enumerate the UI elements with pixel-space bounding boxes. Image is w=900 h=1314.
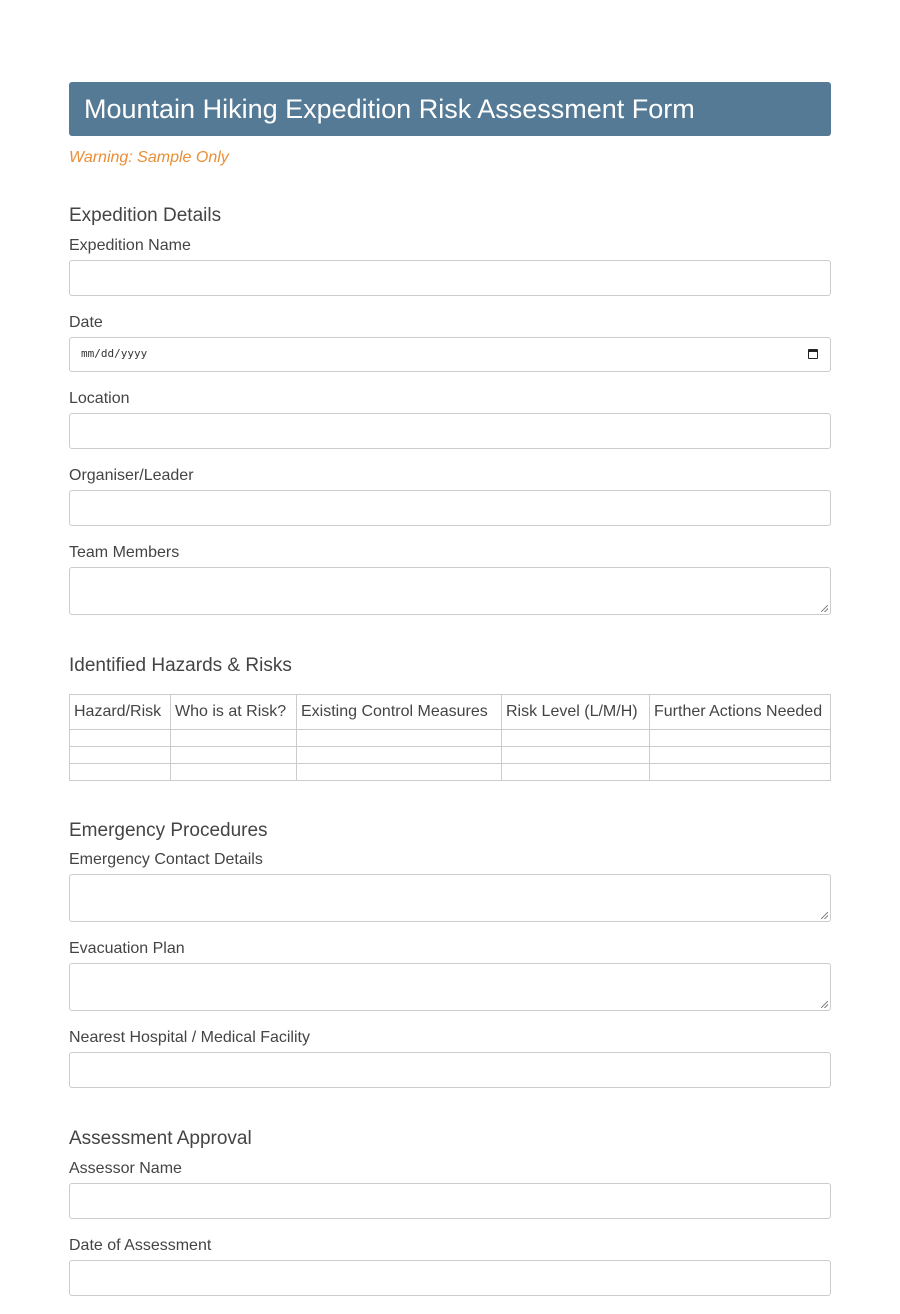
column-header: Hazard/Risk <box>70 695 171 730</box>
calendar-icon[interactable] <box>808 349 818 359</box>
table-cell[interactable] <box>171 764 297 781</box>
location-input[interactable] <box>69 413 831 449</box>
column-header: Further Actions Needed <box>650 695 831 730</box>
evacuation-plan-label: Evacuation Plan <box>69 940 185 957</box>
column-header: Who is at Risk? <box>171 695 297 730</box>
column-header: Existing Control Measures <box>297 695 502 730</box>
assessment-date-input[interactable] <box>69 1260 831 1296</box>
date-input[interactable] <box>69 337 831 372</box>
table-row <box>70 730 831 747</box>
evacuation-plan-textarea[interactable] <box>69 963 831 1011</box>
section-heading: Assessment Approval <box>69 1128 252 1149</box>
expedition-name-label: Expedition Name <box>69 237 191 254</box>
approval-section <box>69 1128 831 1296</box>
assessment-date-label: Date of Assessment <box>69 1237 212 1254</box>
section-heading: Expedition Details <box>69 205 222 226</box>
table-cell[interactable] <box>70 747 171 764</box>
table-cell[interactable] <box>650 764 831 781</box>
warning-text: Warning: Sample Only <box>69 149 229 166</box>
hazards-section <box>69 655 831 781</box>
date-label: Date <box>69 314 103 331</box>
location-label: Location <box>69 390 130 407</box>
leader-input[interactable] <box>69 490 831 526</box>
section-heading: Identified Hazards & Risks <box>69 655 292 676</box>
team-members-textarea[interactable] <box>69 567 831 615</box>
emergency-contact-label: Emergency Contact Details <box>69 851 263 868</box>
table-cell[interactable] <box>171 730 297 747</box>
emergency-section <box>69 820 831 1088</box>
table-cell[interactable] <box>502 730 650 747</box>
table-cell[interactable] <box>297 730 502 747</box>
table-cell[interactable] <box>650 747 831 764</box>
hazards-table <box>69 694 831 781</box>
expedition-details-section <box>69 205 831 615</box>
table-cell[interactable] <box>297 747 502 764</box>
table-cell[interactable] <box>650 730 831 747</box>
resize-handle-icon[interactable] <box>821 605 828 612</box>
table-row <box>70 764 831 781</box>
hospital-label: Nearest Hospital / Medical Facility <box>69 1029 310 1046</box>
form-container <box>69 82 831 1314</box>
emergency-contact-textarea[interactable] <box>69 874 831 922</box>
leader-label: Organiser/Leader <box>69 467 194 484</box>
table-cell[interactable] <box>70 730 171 747</box>
hospital-input[interactable] <box>69 1052 831 1088</box>
table-cell[interactable] <box>70 764 171 781</box>
date-placeholder: mm/dd/yyyy <box>81 347 148 360</box>
page-title: Mountain Hiking Expedition Risk Assessment Form <box>69 82 831 136</box>
assessor-name-label: Assessor Name <box>69 1160 182 1177</box>
column-header: Risk Level (L/M/H) <box>502 695 650 730</box>
table-cell[interactable] <box>502 747 650 764</box>
resize-handle-icon[interactable] <box>821 912 828 919</box>
team-members-label: Team Members <box>69 544 180 561</box>
expedition-name-input[interactable] <box>69 260 831 296</box>
section-heading: Emergency Procedures <box>69 820 268 841</box>
table-row <box>70 747 831 764</box>
table-cell[interactable] <box>502 764 650 781</box>
table-cell[interactable] <box>297 764 502 781</box>
resize-handle-icon[interactable] <box>821 1001 828 1008</box>
assessor-name-input[interactable] <box>69 1183 831 1219</box>
table-cell[interactable] <box>171 747 297 764</box>
